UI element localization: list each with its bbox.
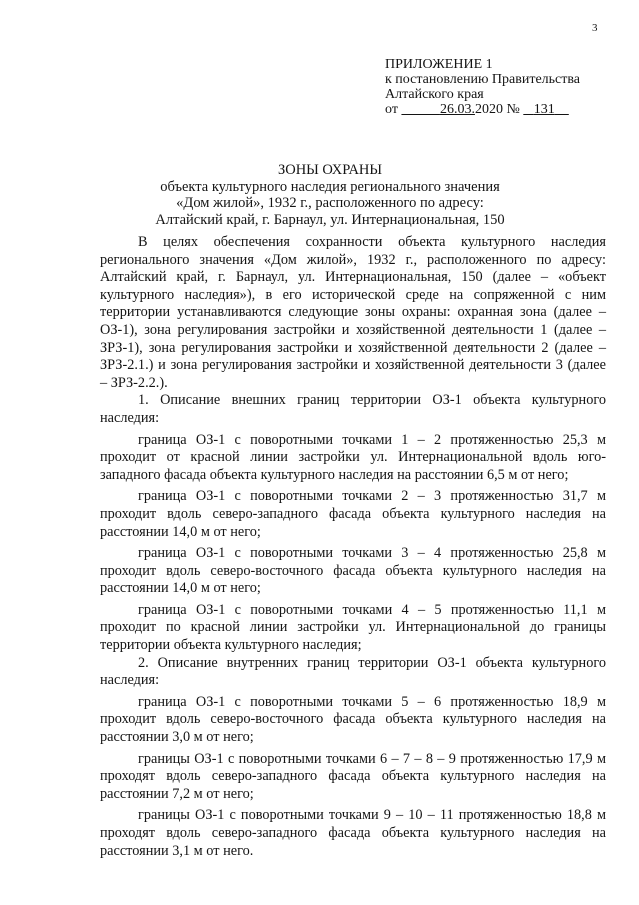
document-subtitle-1: объекта культурного наследия регионального значения xyxy=(160,178,500,195)
boundary-paragraph: границы ОЗ-1 с поворотными точками 9 – 10 – 11 протяженностью 18,8 м проходят вдоль северо-западного фасада объекта культурного наследия на расстоянии 3,1 м от него. xyxy=(100,807,606,859)
appendix-title: ПРИЛОЖЕНИЕ 1 xyxy=(385,57,493,72)
date-year: 2020 № xyxy=(474,102,520,117)
boundary-paragraph: границы ОЗ-1 с поворотными точками 6 – 7 – 8 – 9 протяженностью 17,9 м проходят вдоль северо-западного фасада объекта культурного наследия на расстоянии 7,2 м от него; xyxy=(100,750,606,802)
boundary-paragraph: граница ОЗ-1 с поворотными точками 4 – 5 протяженностью 11,1 м проходит по красной линии застройки ул. Интернациональной до границы территории объекта культурного наследия; xyxy=(100,601,606,654)
section-heading-1: 1. Описание внешних границ территории ОЗ-1 объекта культурного наследия: xyxy=(100,392,606,426)
boundary-paragraph: граница ОЗ-1 с поворотными точками 2 – 3 протяженностью 31,7 м проходит вдоль северо-западного фасада объекта культурного наследия на расстоянии 14,0 м от него; xyxy=(100,488,606,540)
document-title-block xyxy=(120,162,540,228)
document-number: 131 xyxy=(533,102,555,117)
document-subtitle-3: Алтайский край, г. Барнаул, ул. Интернациональная, 150 xyxy=(155,211,505,228)
boundary-paragraph: граница ОЗ-1 с поворотными точками 5 – 6 протяженностью 18,9 м проходит вдоль северо-восточного фасада объекта культурного наследия на расстоянии 3,0 м от него; xyxy=(100,693,606,746)
date-value: 26.03. xyxy=(439,102,475,117)
section-heading-2: 2. Описание внутренних границ территории ОЗ-1 объекта культурного наследия: xyxy=(100,654,606,689)
document-subtitle-2: «Дом жилой», 1932 г., расположенного по адресу: xyxy=(176,195,484,211)
appendix-date-line xyxy=(385,102,580,117)
appendix-line-1: к постановлению Правительства xyxy=(385,72,581,87)
boundary-paragraph: граница ОЗ-1 с поворотными точками 3 – 4 протяженностью 25,8 м проходит вдоль северо-восточного фасада объекта культурного наследия на расстоянии 14,0 м от него; xyxy=(100,545,606,597)
boundary-paragraph: граница ОЗ-1 с поворотными точками 1 – 2 протяженностью 25,3 м проходит от красной линии застройки ул. Интернациональной вдоль юго-западного фасада объекта культурного наследия на расстоянии 6,5 м от него; xyxy=(100,431,606,483)
document-title: ЗОНЫ ОХРАНЫ xyxy=(277,162,383,178)
appendix-line-2: Алтайского края xyxy=(385,87,484,102)
page-number: 3 xyxy=(592,22,598,34)
intro-paragraph: В целях обеспечения сохранности объекта культурного наследия регионального значения «Дом жилой», 1932 г., расположенного по адресу: Алтайский край, г. Барнаул, ул. Интернациональная, 150 (далее – «объект культурного наследия»), в его исторической среде на сопряженной с ним территории устанавливаются следующие зоны охраны: охранная зона (далее – ОЗ-1), зона регулирования застройки и хозяйственной деятельности 1 (далее – ЗРЗ-1), зона регулирования застройки и хозяйственной деятельности 2 (далее – ЗРЗ-2.1.) и зона регулирования застройки и хозяйственной деятельности 3 (далее – ЗРЗ-2.2.). xyxy=(100,234,606,391)
date-prefix: от xyxy=(385,102,398,117)
document-body xyxy=(100,234,606,860)
appendix-header xyxy=(385,57,580,117)
